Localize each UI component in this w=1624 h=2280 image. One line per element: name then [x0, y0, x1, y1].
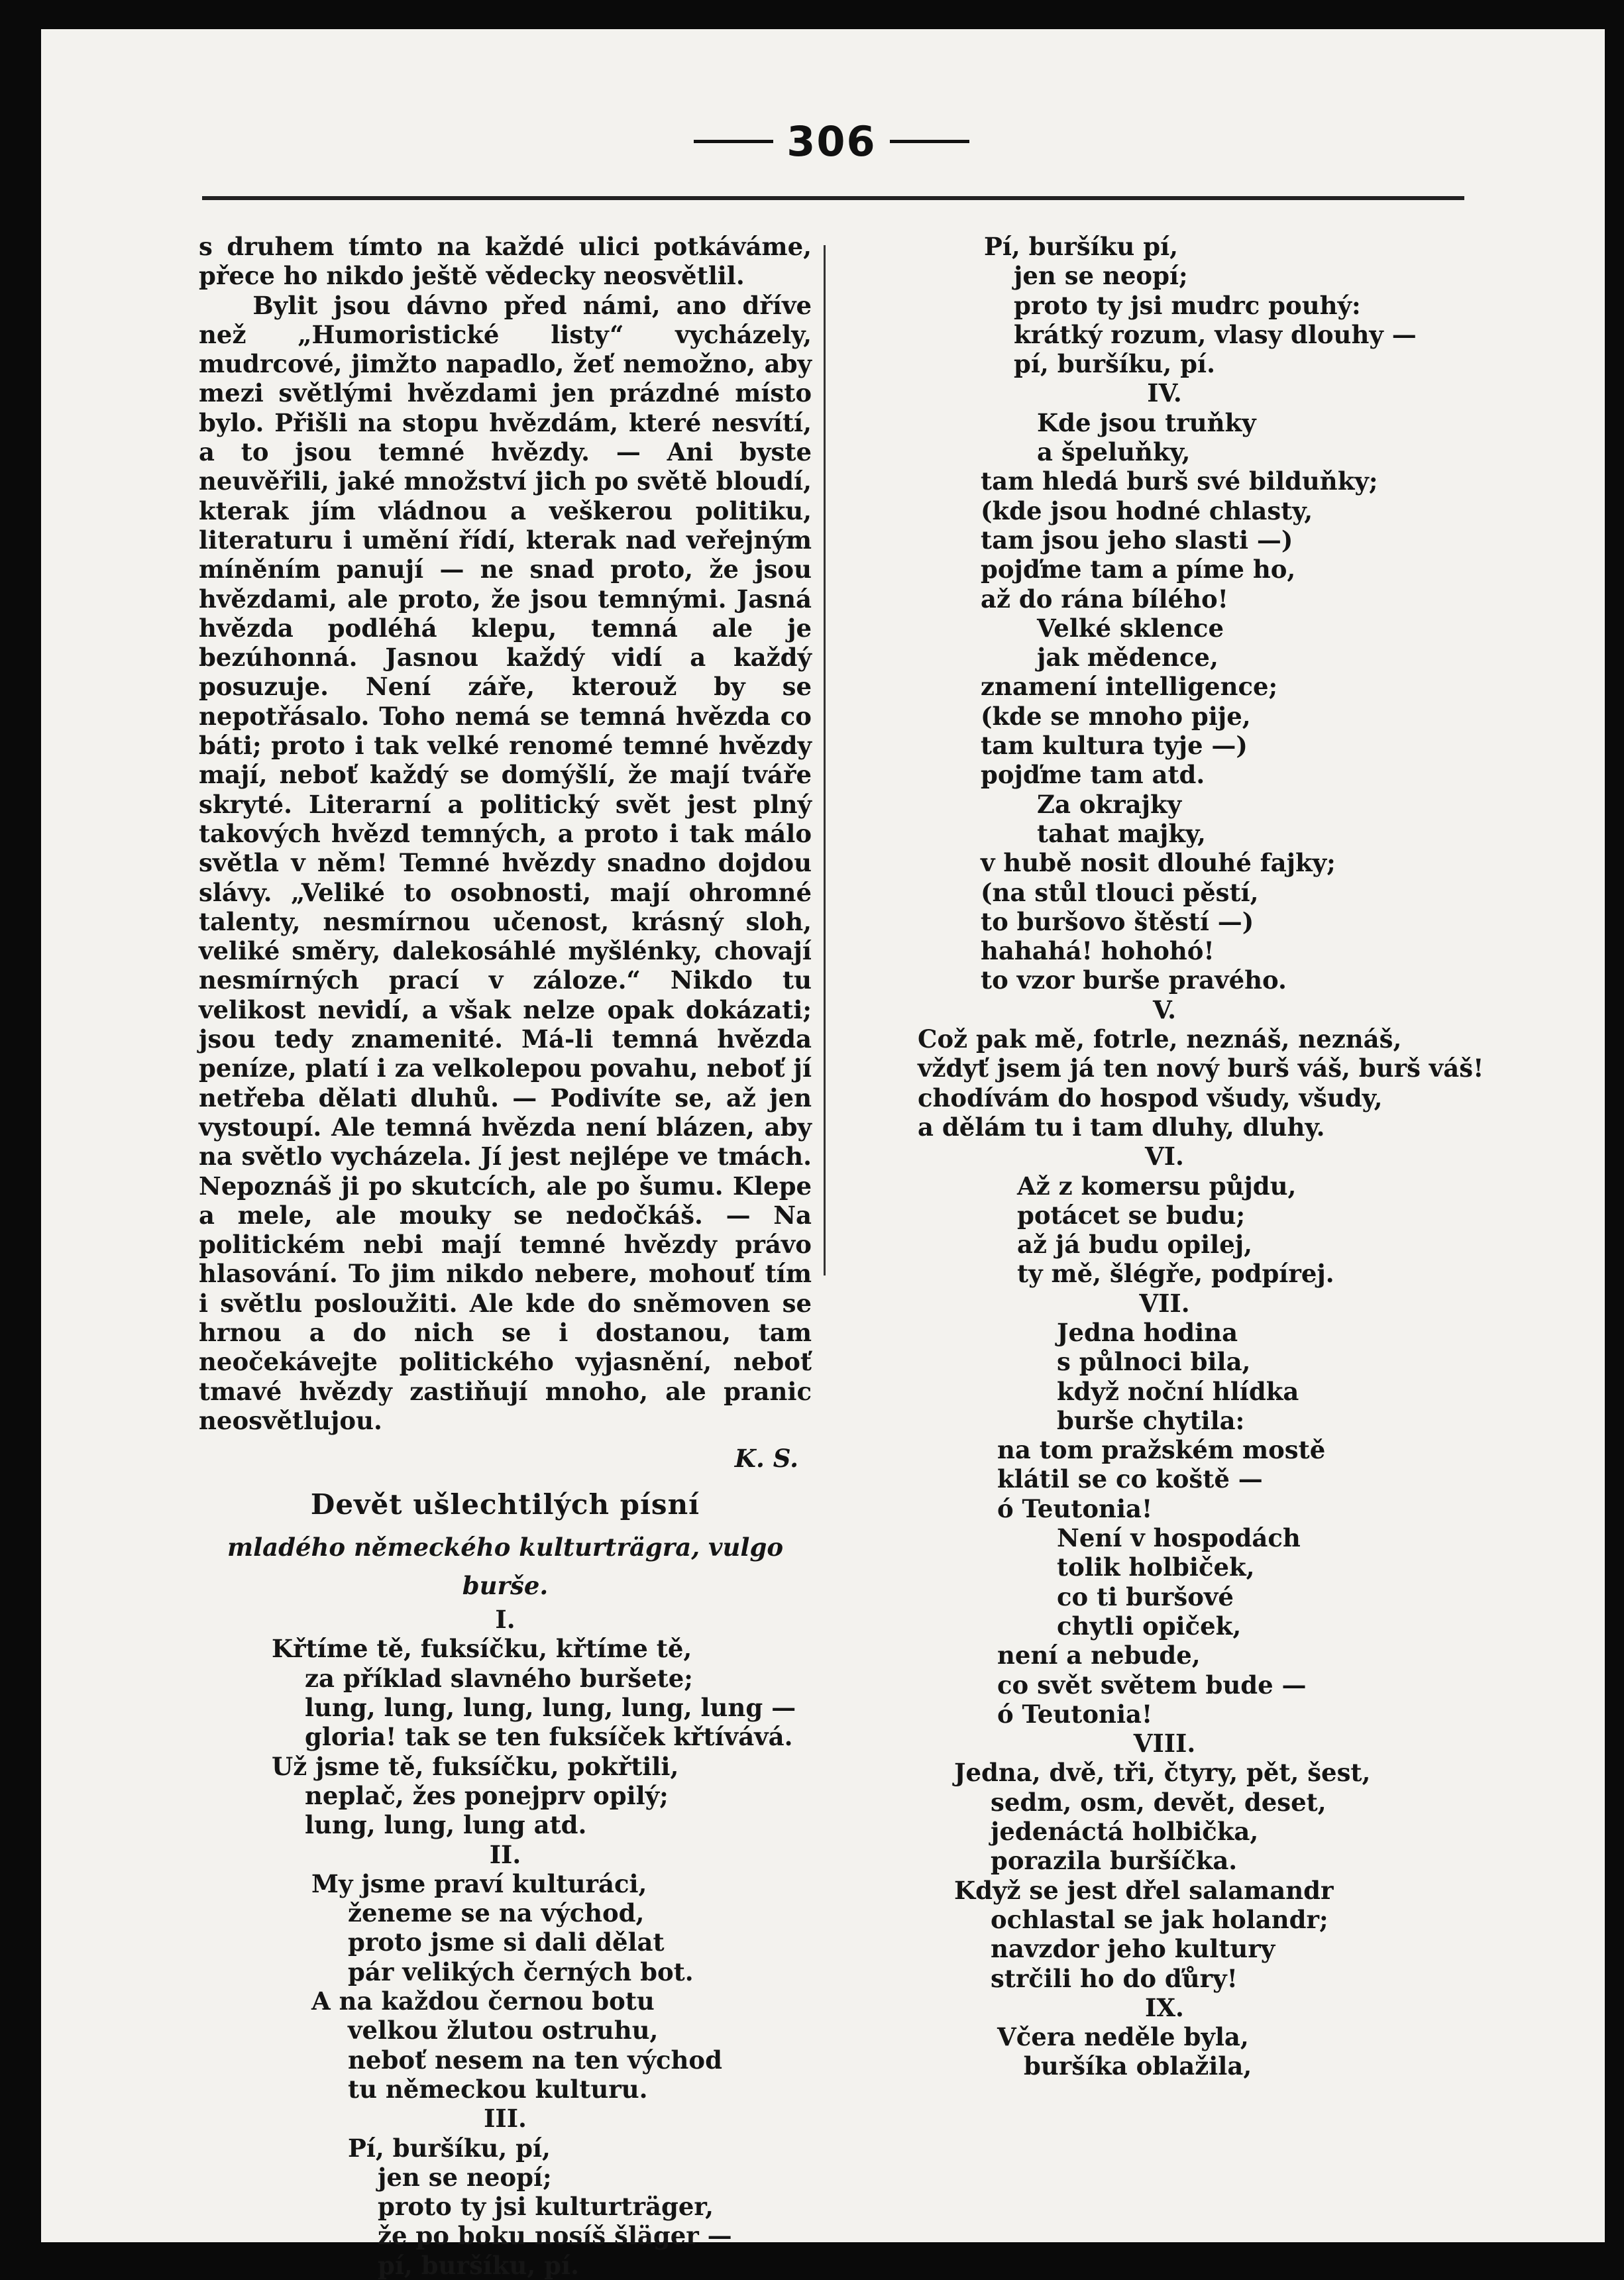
poem-line: buršíka oblažila, [1024, 2051, 1252, 2081]
poem-line: pí, buršíku, pí. [1014, 349, 1215, 379]
poem-line: to buršovo štěstí —) [981, 906, 1254, 936]
poem-line: lung, lung, lung atd. [305, 1810, 587, 1840]
poem-line: jak mědence, [1037, 643, 1218, 673]
poem-line: Není v hospodách [1057, 1523, 1301, 1553]
poem-stanza-number: III. [484, 2104, 527, 2134]
article-signature: K. S. [734, 1444, 798, 1474]
poem-line: chytli opiček, [1057, 1611, 1242, 1641]
poem-line: klátil se co koště — [997, 1464, 1263, 1494]
poem-line: Pí, buršíku, pí, [348, 2133, 551, 2163]
poem-line: chodívám do hospod všudy, všudy, [918, 1083, 1383, 1113]
article-paragraph: s druhem tímto na každé ulici potkáváme, přece ho nikdo ještě vědecky neosvětlil. [199, 232, 812, 291]
poem-line: hahahá! hohohó! [981, 936, 1215, 966]
poem-line: Jedna, dvě, tři, čtyry, pět, šest, [954, 1758, 1371, 1788]
poem-line: tolik holbiček, [1057, 1552, 1255, 1582]
poem-right [865, 232, 1484, 2081]
poem-stanza-number: V. [1152, 995, 1177, 1024]
poem-line: ochlastal se jak holandr; [991, 1904, 1328, 1934]
column-divider [824, 245, 826, 1276]
poem-line: ó Teutonia! [997, 1699, 1153, 1729]
poem-line: porazila buršíčka. [991, 1846, 1238, 1876]
poem-line: potácet se budu; [1017, 1200, 1246, 1230]
poem-line: Velké sklence [1037, 613, 1224, 643]
poem-line: na tom pražském mostě [997, 1435, 1326, 1465]
poem-line: Když se jest dřel salamandr [954, 1875, 1334, 1905]
poem-stanza-number: IX. [1145, 1992, 1184, 2022]
poem-stanza-number: II. [489, 1839, 521, 1869]
poem-line: jen se neopí; [1014, 261, 1188, 291]
poem-line: (na stůl tlouci pěstí, [981, 877, 1259, 907]
article-body [199, 232, 812, 1435]
left-column [199, 232, 812, 2280]
poem-line: (kde se mnoho pije, [981, 701, 1251, 731]
poem-line: když noční hlídka [1057, 1376, 1299, 1406]
poem-line: Včera neděle byla, [997, 2022, 1249, 2052]
poem-line: až do rána bílého! [981, 584, 1228, 614]
right-column [865, 232, 1484, 2081]
poem-line: za příklad slavného buršete; [305, 1663, 693, 1693]
poem-line: My jsme praví kulturáci, [311, 1869, 647, 1898]
poem-left [199, 1605, 812, 2280]
header-rule [202, 196, 1464, 200]
poem-line: jen se neopí; [378, 2162, 552, 2192]
poem-line: Pí, buršíku pí, [984, 232, 1179, 261]
poem-line: (kde jsou hodné chlasty, [981, 496, 1313, 525]
poem-line: co svět světem bude — [997, 1670, 1307, 1700]
article-paragraph: Bylit jsou dávno před námi, ano dříve než „Humoristické listy“ vycházely, mudrcové, jimžto napadlo, žeť nemožno, aby mezi světlými hvězdami jen prázdné místo bylo. Přišli na stopu hvězdám, které nesvítí, a to jsou temné hvězdy. — Ani byste neuvěřili, jaké množství jich po světě bloudí, kterak jím vládnou a veškerou politiku, literaturu i umění řídí, kterak nad veřejným míněním panují — ne snad proto, že jsou hvězdami, ale proto, že jsou temnými. Jasná hvězda podléhá klepu, temná ale je bezúhonná. Jasnou každý vidí a každý posuzuje. Není záře, kterouž by se nepotřásalo. Toho nemá se temná hvězda co báti; proto i tak velké renomé temné hvězdy mají, neboť každý se domýšlí, že mají tváře skryté. Literarní a politický svět jest plný takových hvězd temných, a proto i tak málo světla v něm! Temné hvězdy snadno dojdou slávy. „Veliké to osobnosti, mají ohromné talenty, nesmírnou učenost, krásný sloh, veliké směry, dalekosáhlé myšlénky, chovají nesmírných prací v záloze.“ Nikdo tu velikost nevidí, a však nelze opak dokázati; jsou tedy znamenité. Má-li temná hvězda peníze, platí i za velkolepou povahu, neboť jí netřeba dělati dluhů. — Podivíte se, až jen vystoupí. Ale temná hvězda není blázen, aby na světlo vycházela. Jí jest nejlépe ve tmách. Nepoznáš ji po skutcích, ale po šumu. Klepe a mele, ale mouky se nedočkáš. — Na politickém nebi mají temné hvězdy právo hlasování. To jim nikdo nebere, mohouť tím i světlu posloužiti. Ale kde do sněmoven se hrnou a do nich se i dostanou, tam neočekávejte politického vyjasnění, neboť tmavé hvězdy zastiňují mnoho, ale pranic neosvětlujou. [199, 290, 812, 1435]
poem-line: velkou žlutou ostruhu, [348, 2016, 659, 2045]
poem-line: krátký rozum, vlasy dlouhy — [1014, 319, 1417, 349]
poem-line: není a nebude, [997, 1641, 1201, 1670]
poem-line: tam kultura tyje —) [981, 731, 1248, 761]
poem-line: pí, buršíku, pí. [378, 2250, 579, 2280]
poem-line: a špeluňky, [1037, 437, 1191, 467]
poem-line: to vzor burše pravého. [981, 965, 1287, 995]
header-dash-left [694, 140, 773, 143]
poem-stanza-number: VIII. [1133, 1729, 1196, 1759]
poem-title: Devět ušlechtilých písní [310, 1488, 700, 1521]
poem-stanza-number: I. [495, 1605, 515, 1635]
poem-line: tam jsou jeho slasti —) [981, 525, 1293, 555]
poem-stanza-number: IV. [1147, 378, 1182, 408]
poem-line: sedm, osm, devět, deset, [991, 1787, 1326, 1817]
poem-line: pojďme tam atd. [981, 760, 1205, 790]
poem-line: burše chytila: [1057, 1405, 1245, 1435]
poem-line: Kde jsou truňky [1037, 407, 1256, 437]
header-dash-right [890, 140, 969, 143]
poem-line: tahat majky, [1037, 818, 1206, 848]
poem-line: ty mě, šlégře, podpírej. [1017, 1259, 1334, 1289]
poem-line: gloria! tak se ten fuksíček křtívává. [305, 1722, 793, 1752]
poem-stanza-number: VII. [1139, 1288, 1190, 1318]
poem-line: že po boku nosíš šläger — [378, 2221, 732, 2251]
poem-line: tu německou kulturu. [348, 2074, 648, 2104]
poem-line: proto ty jsi mudrc pouhý: [1014, 290, 1361, 320]
poem-line: v hubě nosit dlouhé fajky; [981, 848, 1336, 878]
poem-line: proto jsme si dali dělat [348, 1927, 665, 1957]
poem-line: Až z komersu půjdu, [1017, 1171, 1297, 1201]
poem-line: proto ty jsi kulturträger, [378, 2192, 714, 2222]
poem-line: neplač, žes ponejprv opilý; [305, 1780, 669, 1810]
poem-line: ó Teutonia! [997, 1493, 1153, 1523]
page-header [692, 111, 971, 171]
poem-line: ženeme se na východ, [348, 1898, 645, 1928]
poem-line: lung, lung, lung, lung, lung, lung — [305, 1693, 796, 1723]
poem-line: neboť nesem na ten východ [348, 2045, 722, 2075]
poem-line: Za okrajky [1037, 789, 1182, 819]
poem-line: až já budu opilej, [1017, 1230, 1253, 1260]
poem-line: A na každou černou botu [311, 1986, 655, 2016]
poem-line: pár velikých černých bot. [348, 1957, 694, 1986]
poem-line: Jedna hodina [1057, 1317, 1238, 1347]
poem-line: pojďme tam a píme ho, [981, 555, 1296, 584]
poem-line: znamení intelligence; [981, 672, 1278, 702]
poem-line: Křtíme tě, fuksíčku, křtíme tě, [272, 1634, 692, 1664]
poem-line: navzdor jeho kultury [991, 1934, 1275, 1964]
poem-subtitle: mladého německého kulturträgra, vulgo burše. [227, 1533, 784, 1601]
poem-line: Už jsme tě, fuksíčku, pokřtili, [272, 1751, 679, 1781]
poem-line: tam hledá burš své bilduňky; [981, 466, 1378, 496]
poem-line: vždyť jsem já ten nový burš váš, burš váš! [918, 1054, 1484, 1083]
poem-stanza-number: VI. [1145, 1142, 1184, 1171]
page-number: 306 [786, 117, 877, 166]
poem-line: co ti buršové [1057, 1582, 1234, 1611]
poem-line: s půlnoci bila, [1057, 1347, 1251, 1377]
poem-line: strčili ho do ďůry! [991, 1963, 1238, 1993]
poem-line: jedenáctá holbička, [991, 1817, 1259, 1847]
poem-line: Což pak mě, fotrle, neznáš, neznáš, [918, 1024, 1402, 1054]
poem-line: a dělám tu i tam dluhy, dluhy. [918, 1112, 1325, 1142]
